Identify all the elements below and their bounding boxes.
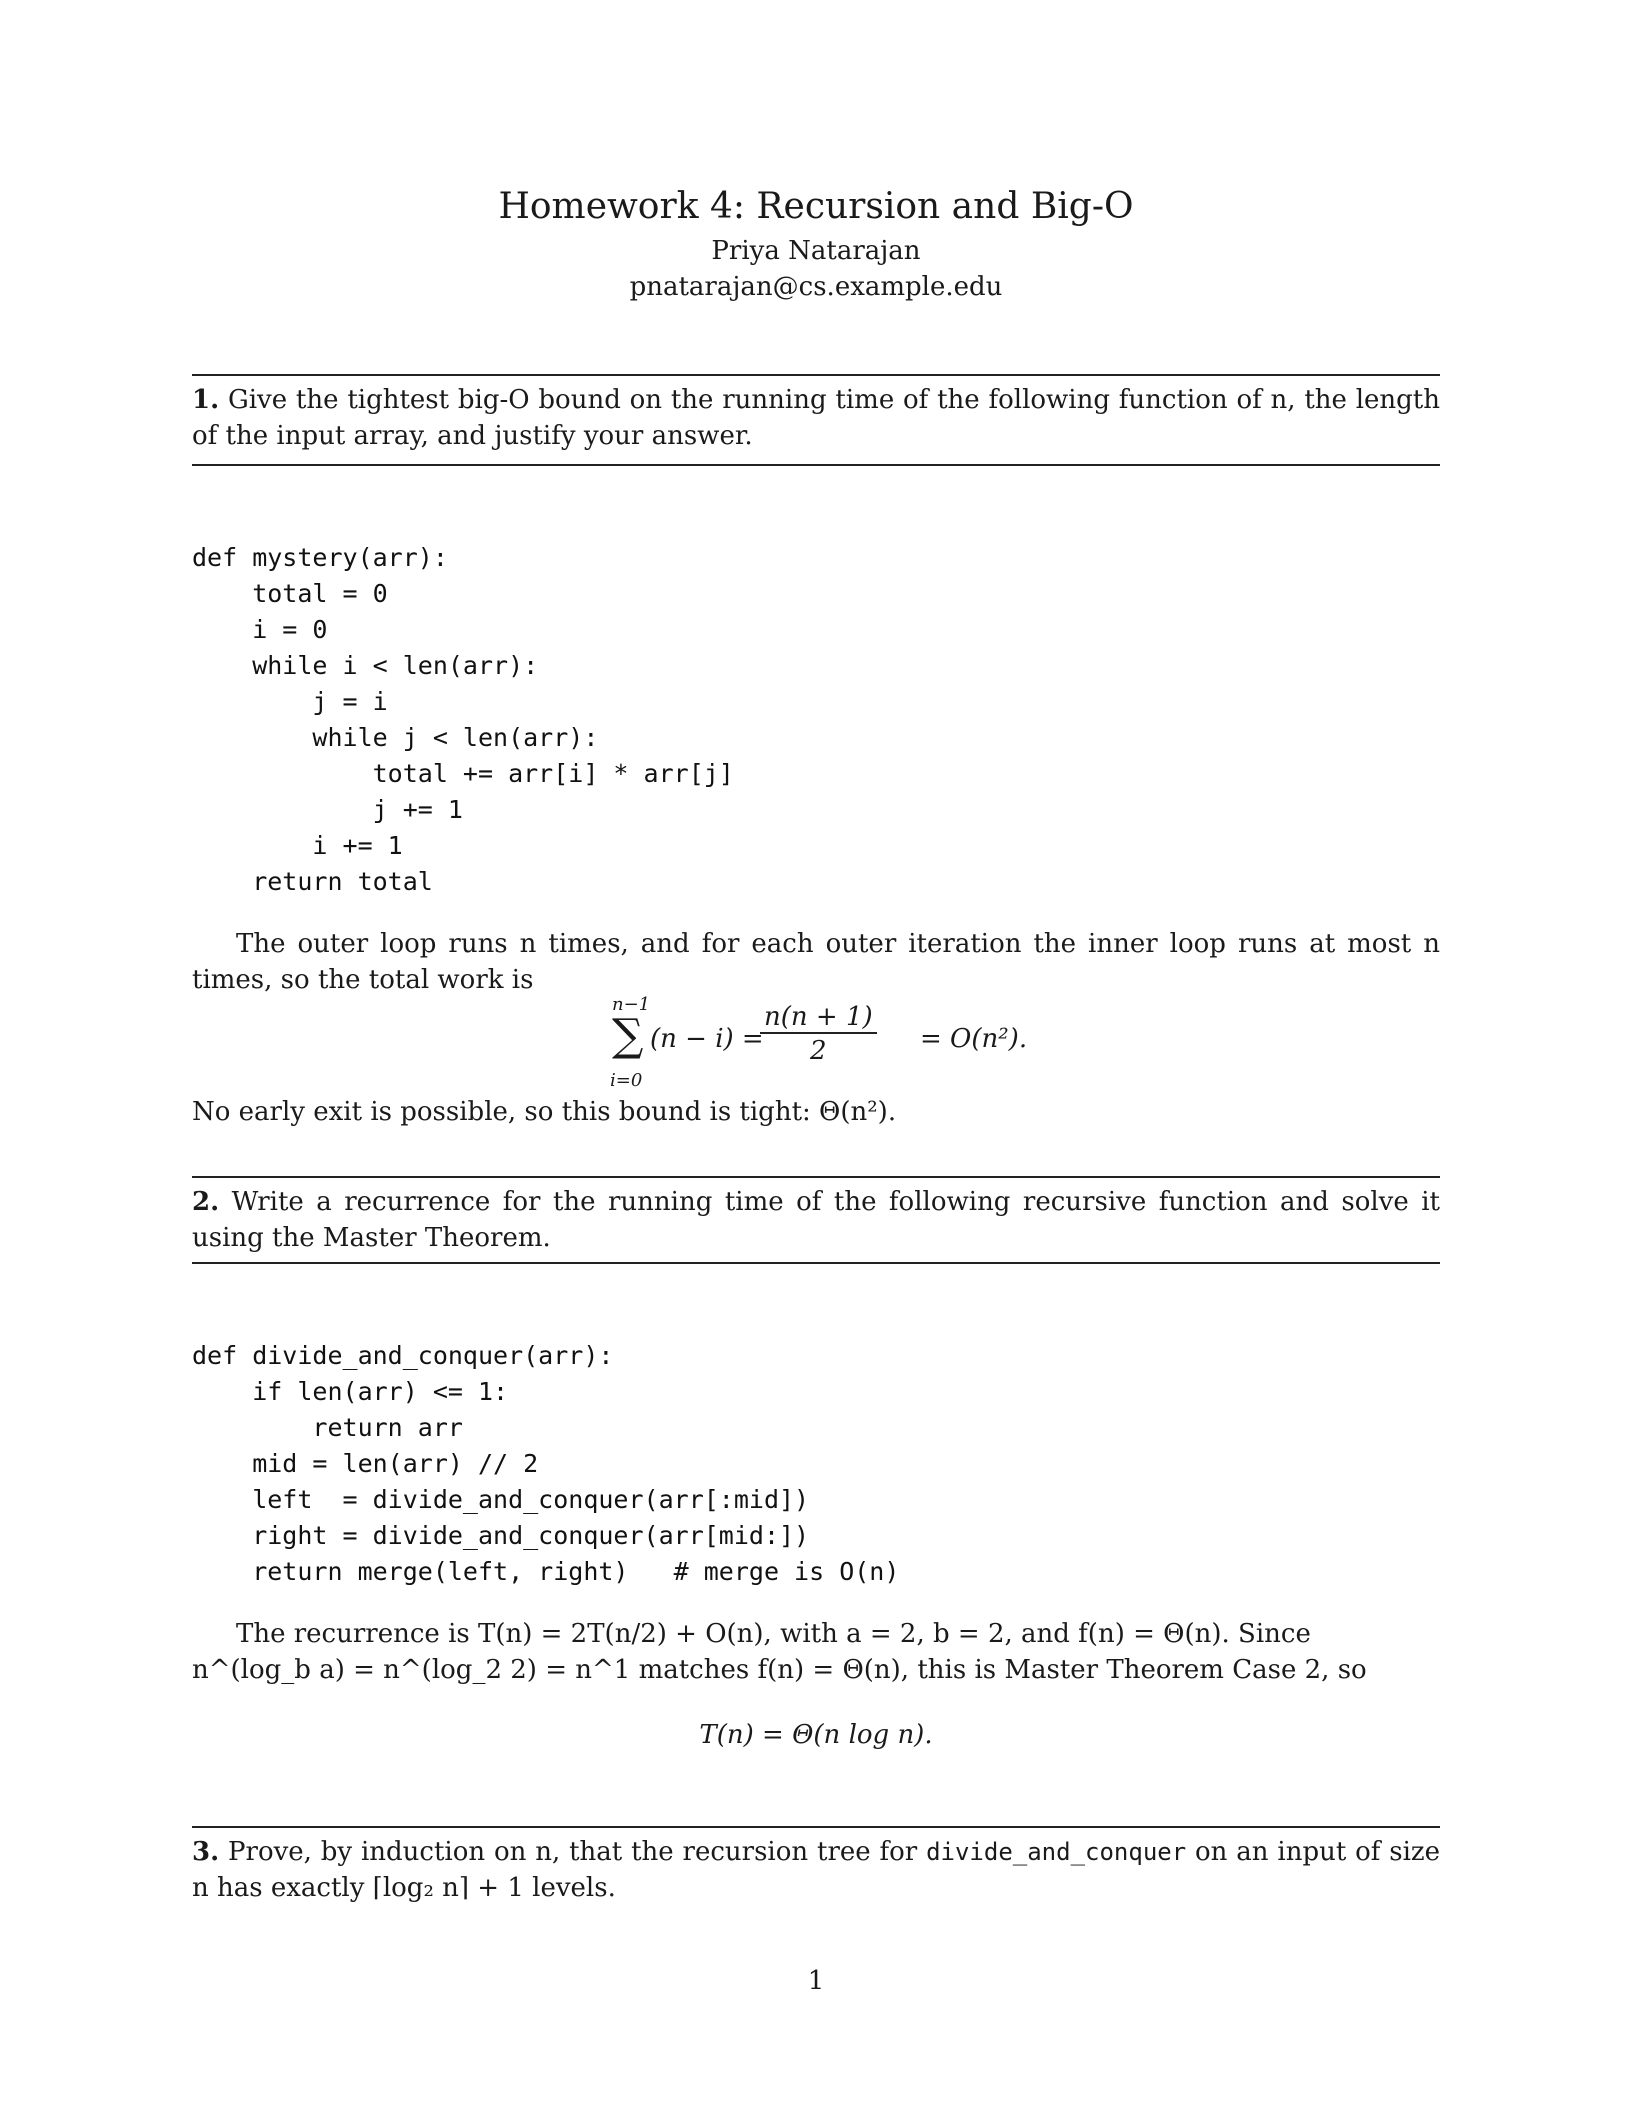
question-3-prompt <box>192 1834 1440 1906</box>
question-1-text: Give the tightest big-O bound on the running time of the following function of n, the length of the input array, and justify your answer. <box>192 385 1441 451</box>
author-email: pnatarajan@cs.example.edu <box>629 272 1003 302</box>
sum-lower-limit: i=0 <box>610 1070 643 1091</box>
sum-upper-limit: n−1 <box>612 994 651 1015</box>
question-2-top-rule <box>192 1176 1440 1178</box>
question-1-bottom-rule <box>192 464 1440 466</box>
question-2-bottom-rule <box>192 1262 1440 1264</box>
question-2-answer-line-1: The recurrence is T(n) = 2T(n/2) + O(n), with a = 2, b = 2, and f(n) = Θ(n). Since <box>236 1619 1311 1649</box>
question-2-prompt <box>192 1184 1440 1256</box>
question-2-text: Write a recurrence for the running time of the following recursive function and solve it using the Master Theorem. <box>192 1187 1440 1253</box>
document-title: Homework 4: Recursion and Big-O <box>498 186 1134 227</box>
author-name: Priya Natarajan <box>711 236 921 266</box>
question-3-text-a: Prove, by induction on n, that the recursion tree for <box>228 1837 918 1867</box>
question-1-top-rule <box>192 374 1440 376</box>
question-3-text-b: on an input of size n has exactly ⌈log₂ n⌉ + 1 levels. <box>192 1837 1441 1903</box>
question-3-code-name: divide_and_conquer <box>926 1838 1187 1866</box>
question-1-prompt <box>192 382 1440 454</box>
code-block-divide-and-conquer: def divide_and_conquer(arr): if len(arr) <= 1: return arr mid = len(arr) // 2 left = divide_and_conquer(arr[:mid]) right = divide_and_conquer(arr[mid:]) return merge(left, right) # merge is O(n) <box>192 1341 900 1586</box>
sigma-symbol: ∑ <box>612 1010 644 1061</box>
question-1-number: 1. <box>192 385 220 415</box>
fraction <box>760 1002 877 1066</box>
question-3-number: 3. <box>192 1837 220 1867</box>
sum-term: (n − i) = <box>650 1024 764 1054</box>
fraction-denominator: 2 <box>760 1032 877 1066</box>
question-2-answer-line-2: n^(log_b a) = n^(log_2 2) = n^1 matches f(n) = Θ(n), this is Master Theorem Case 2, so <box>192 1655 1367 1685</box>
question-2-result: T(n) = Θ(n log n). <box>699 1720 933 1750</box>
question-3-top-rule <box>192 1826 1440 1828</box>
question-1-conclusion: No early exit is possible, so this bound is tight: Θ(n²). <box>192 1097 897 1127</box>
page-number: 1 <box>807 1966 825 1996</box>
question-1-answer-intro: The outer loop runs n times, and for each outer iteration the inner loop runs at most n times, so the total work is <box>192 929 1440 995</box>
sum-result: = O(n²). <box>920 1024 1028 1054</box>
summation-equation <box>598 994 1068 1094</box>
code-block-mystery: def mystery(arr): total = 0 i = 0 while i < len(arr): j = i while j < len(arr): total += arr[i] * arr[j] j += 1 i += 1 return total <box>192 543 734 896</box>
question-2-number: 2. <box>192 1187 220 1217</box>
fraction-numerator: n(n + 1) <box>764 1002 873 1032</box>
